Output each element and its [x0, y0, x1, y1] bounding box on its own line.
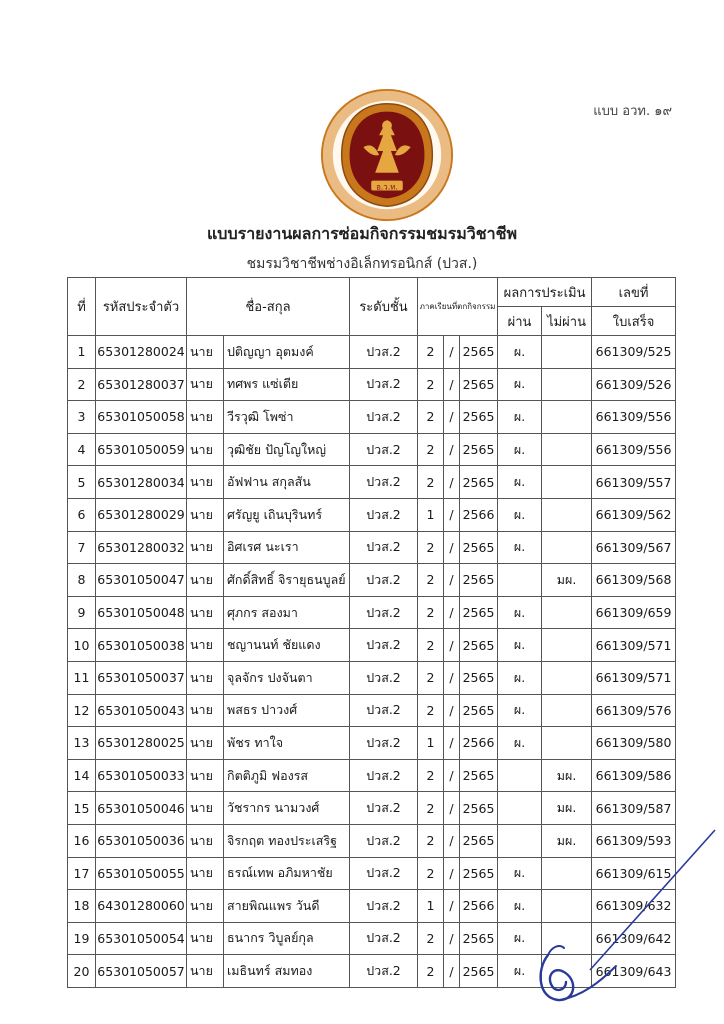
- row-student-id: 65301050058: [96, 401, 187, 434]
- row-level: ปวส.2: [350, 824, 418, 857]
- header-term: ภาคเรียนที่ตกกิจกรรม: [418, 278, 498, 336]
- row-prefix: นาย: [187, 824, 224, 857]
- row-pass: [498, 759, 542, 792]
- row-slash: /: [444, 531, 460, 564]
- row-fail: [542, 694, 592, 727]
- row-name: อิศเรศ นะเรา: [224, 531, 350, 564]
- row-student-id: 65301050048: [96, 596, 187, 629]
- row-slash: /: [444, 922, 460, 955]
- row-no: 10: [68, 629, 96, 662]
- row-name: เมธินทร์ สมทอง: [224, 955, 350, 988]
- handwritten-signature-icon: [530, 820, 720, 1015]
- row-pass: ผ.: [498, 498, 542, 531]
- row-semester: 1: [418, 727, 444, 760]
- row-receipt: 661309/593: [592, 824, 676, 857]
- row-student-id: 65301050033: [96, 759, 187, 792]
- row-year: 2565: [460, 955, 498, 988]
- row-level: ปวส.2: [350, 792, 418, 825]
- row-semester: 2: [418, 824, 444, 857]
- row-student-id: 64301280060: [96, 890, 187, 923]
- row-year: 2565: [460, 401, 498, 434]
- row-student-id: 65301280025: [96, 727, 187, 760]
- row-name: พัชร ทาใจ: [224, 727, 350, 760]
- row-slash: /: [444, 336, 460, 369]
- row-semester: 2: [418, 857, 444, 890]
- row-student-id: 65301050059: [96, 433, 187, 466]
- row-year: 2565: [460, 792, 498, 825]
- table-row: [68, 401, 676, 434]
- row-semester: 2: [418, 531, 444, 564]
- row-pass: ผ.: [498, 857, 542, 890]
- row-pass: ผ.: [498, 433, 542, 466]
- row-pass: ผ.: [498, 531, 542, 564]
- row-semester: 1: [418, 498, 444, 531]
- row-semester: 2: [418, 792, 444, 825]
- row-semester: 2: [418, 694, 444, 727]
- row-prefix: นาย: [187, 368, 224, 401]
- row-year: 2565: [460, 433, 498, 466]
- row-name: ชญานนท์ ชัยแดง: [224, 629, 350, 662]
- row-receipt: 661309/571: [592, 629, 676, 662]
- row-year: 2565: [460, 922, 498, 955]
- row-prefix: นาย: [187, 890, 224, 923]
- table-row: [68, 596, 676, 629]
- header-receipt-2: ใบเสร็จ: [592, 307, 676, 336]
- header-level: ระดับชั้น: [350, 278, 418, 336]
- row-receipt: 661309/567: [592, 531, 676, 564]
- row-slash: /: [444, 824, 460, 857]
- header-student-id: รหัสประจำตัว: [96, 278, 187, 336]
- row-level: ปวส.2: [350, 661, 418, 694]
- row-prefix: นาย: [187, 694, 224, 727]
- row-year: 2565: [460, 857, 498, 890]
- row-student-id: 65301280037: [96, 368, 187, 401]
- row-level: ปวส.2: [350, 498, 418, 531]
- row-level: ปวส.2: [350, 759, 418, 792]
- row-prefix: นาย: [187, 498, 224, 531]
- row-no: 14: [68, 759, 96, 792]
- row-receipt: 661309/587: [592, 792, 676, 825]
- row-level: ปวส.2: [350, 922, 418, 955]
- row-receipt: 661309/562: [592, 498, 676, 531]
- row-name: ธรณ์เทพ อภิมหาชัย: [224, 857, 350, 890]
- row-student-id: 65301280024: [96, 336, 187, 369]
- row-pass: ผ.: [498, 466, 542, 499]
- row-fail: [542, 596, 592, 629]
- row-student-id: 65301280032: [96, 531, 187, 564]
- row-receipt: 661309/586: [592, 759, 676, 792]
- row-prefix: นาย: [187, 336, 224, 369]
- header-receipt-1: เลขที่: [592, 278, 676, 307]
- row-name: จุลจักร ปงจันตา: [224, 661, 350, 694]
- row-prefix: นาย: [187, 629, 224, 662]
- row-level: ปวส.2: [350, 531, 418, 564]
- row-year: 2565: [460, 629, 498, 662]
- row-name: วีรวุฒิ โพซ่า: [224, 401, 350, 434]
- row-no: 5: [68, 466, 96, 499]
- row-prefix: นาย: [187, 564, 224, 597]
- avt-emblem-icon: [318, 86, 456, 224]
- row-slash: /: [444, 629, 460, 662]
- row-semester: 2: [418, 368, 444, 401]
- row-no: 17: [68, 857, 96, 890]
- row-no: 1: [68, 336, 96, 369]
- row-year: 2565: [460, 336, 498, 369]
- row-level: ปวส.2: [350, 890, 418, 923]
- row-semester: 2: [418, 433, 444, 466]
- row-year: 2565: [460, 759, 498, 792]
- row-slash: /: [444, 498, 460, 531]
- row-pass: ผ.: [498, 661, 542, 694]
- row-slash: /: [444, 401, 460, 434]
- row-student-id: 65301050054: [96, 922, 187, 955]
- row-no: 8: [68, 564, 96, 597]
- row-slash: /: [444, 661, 460, 694]
- row-level: ปวส.2: [350, 466, 418, 499]
- row-fail: [542, 466, 592, 499]
- row-student-id: 65301280034: [96, 466, 187, 499]
- row-pass: ผ.: [498, 336, 542, 369]
- row-level: ปวส.2: [350, 857, 418, 890]
- row-pass: ผ.: [498, 629, 542, 662]
- row-receipt: 661309/525: [592, 336, 676, 369]
- row-student-id: 65301050038: [96, 629, 187, 662]
- table-row: [68, 629, 676, 662]
- row-receipt: 661309/576: [592, 694, 676, 727]
- table-row: [68, 368, 676, 401]
- row-name: พสธร ปาวงศ์: [224, 694, 350, 727]
- row-prefix: นาย: [187, 759, 224, 792]
- row-prefix: นาย: [187, 727, 224, 760]
- row-level: ปวส.2: [350, 433, 418, 466]
- row-year: 2566: [460, 727, 498, 760]
- table-row: [68, 727, 676, 760]
- row-prefix: นาย: [187, 955, 224, 988]
- row-semester: 2: [418, 955, 444, 988]
- row-slash: /: [444, 857, 460, 890]
- row-level: ปวส.2: [350, 955, 418, 988]
- row-prefix: นาย: [187, 792, 224, 825]
- table-row: [68, 433, 676, 466]
- row-name: วุฒิชัย ปัญโญใหญ่: [224, 433, 350, 466]
- row-student-id: 65301050057: [96, 955, 187, 988]
- row-receipt: 661309/659: [592, 596, 676, 629]
- row-slash: /: [444, 890, 460, 923]
- row-level: ปวส.2: [350, 336, 418, 369]
- table-row: [68, 694, 676, 727]
- table-row: [68, 498, 676, 531]
- row-year: 2566: [460, 498, 498, 531]
- row-prefix: นาย: [187, 401, 224, 434]
- row-student-id: 65301050046: [96, 792, 187, 825]
- row-slash: /: [444, 596, 460, 629]
- row-receipt: 661309/643: [592, 955, 676, 988]
- table-row: [68, 531, 676, 564]
- row-no: 9: [68, 596, 96, 629]
- row-no: 11: [68, 661, 96, 694]
- row-no: 18: [68, 890, 96, 923]
- row-fail: [542, 661, 592, 694]
- row-slash: /: [444, 368, 460, 401]
- header-result: ผลการประเมิน: [498, 278, 592, 307]
- row-slash: /: [444, 759, 460, 792]
- row-year: 2565: [460, 531, 498, 564]
- row-fail: มผ.: [542, 792, 592, 825]
- row-no: 13: [68, 727, 96, 760]
- row-year: 2565: [460, 466, 498, 499]
- row-level: ปวส.2: [350, 564, 418, 597]
- row-name: ศรัญยู เถินบุรินทร์: [224, 498, 350, 531]
- row-semester: 2: [418, 629, 444, 662]
- row-pass: ผ.: [498, 368, 542, 401]
- row-year: 2565: [460, 824, 498, 857]
- row-pass: [498, 564, 542, 597]
- row-slash: /: [444, 955, 460, 988]
- row-prefix: นาย: [187, 596, 224, 629]
- row-fail: [542, 433, 592, 466]
- row-name: กิตติภูมิ ฟองรส: [224, 759, 350, 792]
- row-pass: ผ.: [498, 955, 542, 988]
- row-name: ปติญญา อุตมงค์: [224, 336, 350, 369]
- row-pass: ผ.: [498, 596, 542, 629]
- row-prefix: นาย: [187, 661, 224, 694]
- row-semester: 2: [418, 596, 444, 629]
- row-no: 2: [68, 368, 96, 401]
- row-name: อัฟฟาน สกุลสัน: [224, 466, 350, 499]
- row-no: 6: [68, 498, 96, 531]
- svg-text:อ.ว.ท.: อ.ว.ท.: [376, 182, 398, 192]
- row-semester: 2: [418, 466, 444, 499]
- row-pass: ผ.: [498, 694, 542, 727]
- row-receipt: 661309/580: [592, 727, 676, 760]
- row-receipt: 661309/557: [592, 466, 676, 499]
- row-prefix: นาย: [187, 433, 224, 466]
- row-receipt: 661309/632: [592, 890, 676, 923]
- row-student-id: 65301280029: [96, 498, 187, 531]
- row-fail: มผ.: [542, 564, 592, 597]
- row-name: จิรกฤต ทองประเสริฐ: [224, 824, 350, 857]
- row-no: 4: [68, 433, 96, 466]
- row-receipt: 661309/642: [592, 922, 676, 955]
- row-no: 12: [68, 694, 96, 727]
- row-receipt: 661309/615: [592, 857, 676, 890]
- row-semester: 1: [418, 890, 444, 923]
- row-slash: /: [444, 433, 460, 466]
- row-receipt: 661309/526: [592, 368, 676, 401]
- row-fail: [542, 629, 592, 662]
- row-name: สายพิณแพร วันดี: [224, 890, 350, 923]
- row-no: 20: [68, 955, 96, 988]
- row-fail: [542, 368, 592, 401]
- row-level: ปวส.2: [350, 401, 418, 434]
- table-row: [68, 661, 676, 694]
- row-student-id: 65301050055: [96, 857, 187, 890]
- table-row: [68, 564, 676, 597]
- row-slash: /: [444, 564, 460, 597]
- row-semester: 2: [418, 401, 444, 434]
- header-no: ที่: [68, 278, 96, 336]
- row-semester: 2: [418, 661, 444, 694]
- row-year: 2565: [460, 596, 498, 629]
- table-row: [68, 466, 676, 499]
- header-row: [68, 278, 676, 307]
- row-no: 7: [68, 531, 96, 564]
- row-student-id: 65301050036: [96, 824, 187, 857]
- row-student-id: 65301050043: [96, 694, 187, 727]
- row-year: 2565: [460, 661, 498, 694]
- row-fail: มผ.: [542, 824, 592, 857]
- row-receipt: 661309/568: [592, 564, 676, 597]
- row-level: ปวส.2: [350, 727, 418, 760]
- row-no: 16: [68, 824, 96, 857]
- row-receipt: 661309/556: [592, 433, 676, 466]
- row-name: ธนากร วิบูลย์กุล: [224, 922, 350, 955]
- row-year: 2565: [460, 564, 498, 597]
- row-year: 2565: [460, 368, 498, 401]
- row-prefix: นาย: [187, 922, 224, 955]
- row-year: 2566: [460, 890, 498, 923]
- row-level: ปวส.2: [350, 368, 418, 401]
- row-pass: ผ.: [498, 922, 542, 955]
- row-fail: [542, 531, 592, 564]
- row-student-id: 65301050047: [96, 564, 187, 597]
- row-prefix: นาย: [187, 466, 224, 499]
- row-level: ปวส.2: [350, 596, 418, 629]
- row-prefix: นาย: [187, 531, 224, 564]
- table-row: [68, 759, 676, 792]
- row-slash: /: [444, 466, 460, 499]
- row-level: ปวส.2: [350, 629, 418, 662]
- row-fail: [542, 498, 592, 531]
- row-name: ศักดิ์สิทธิ์ จิรายุธนบูลย์: [224, 564, 350, 597]
- row-slash: /: [444, 694, 460, 727]
- row-semester: 2: [418, 564, 444, 597]
- row-semester: 2: [418, 759, 444, 792]
- row-receipt: 661309/556: [592, 401, 676, 434]
- row-slash: /: [444, 792, 460, 825]
- row-fail: มผ.: [542, 759, 592, 792]
- row-fail: [542, 401, 592, 434]
- header-fail: ไม่ผ่าน: [542, 307, 592, 336]
- form-code: แบบ อวท. ๑๙: [593, 104, 672, 119]
- header-name: ชื่อ-สกุล: [187, 278, 350, 336]
- header-pass: ผ่าน: [498, 307, 542, 336]
- row-name: ทศพร แซ่เตีย: [224, 368, 350, 401]
- row-level: ปวส.2: [350, 694, 418, 727]
- row-semester: 2: [418, 922, 444, 955]
- row-year: 2565: [460, 694, 498, 727]
- report-subtitle: ชมรมวิชาชีพช่างอิเล็กทรอนิกส์ (ปวส.): [246, 256, 478, 272]
- row-fail: [542, 727, 592, 760]
- row-no: 3: [68, 401, 96, 434]
- row-no: 19: [68, 922, 96, 955]
- row-semester: 2: [418, 336, 444, 369]
- row-pass: ผ.: [498, 890, 542, 923]
- row-no: 15: [68, 792, 96, 825]
- row-student-id: 65301050037: [96, 661, 187, 694]
- row-name: วัชรากร นามวงศ์: [224, 792, 350, 825]
- row-slash: /: [444, 727, 460, 760]
- row-receipt: 661309/571: [592, 661, 676, 694]
- row-pass: ผ.: [498, 401, 542, 434]
- row-fail: [542, 336, 592, 369]
- report-title: แบบรายงานผลการซ่อมกิจกรรมชมรมวิชาชีพ: [206, 224, 518, 243]
- row-name: ศุภกร สองมา: [224, 596, 350, 629]
- table-row: [68, 336, 676, 369]
- row-pass: ผ.: [498, 727, 542, 760]
- row-prefix: นาย: [187, 857, 224, 890]
